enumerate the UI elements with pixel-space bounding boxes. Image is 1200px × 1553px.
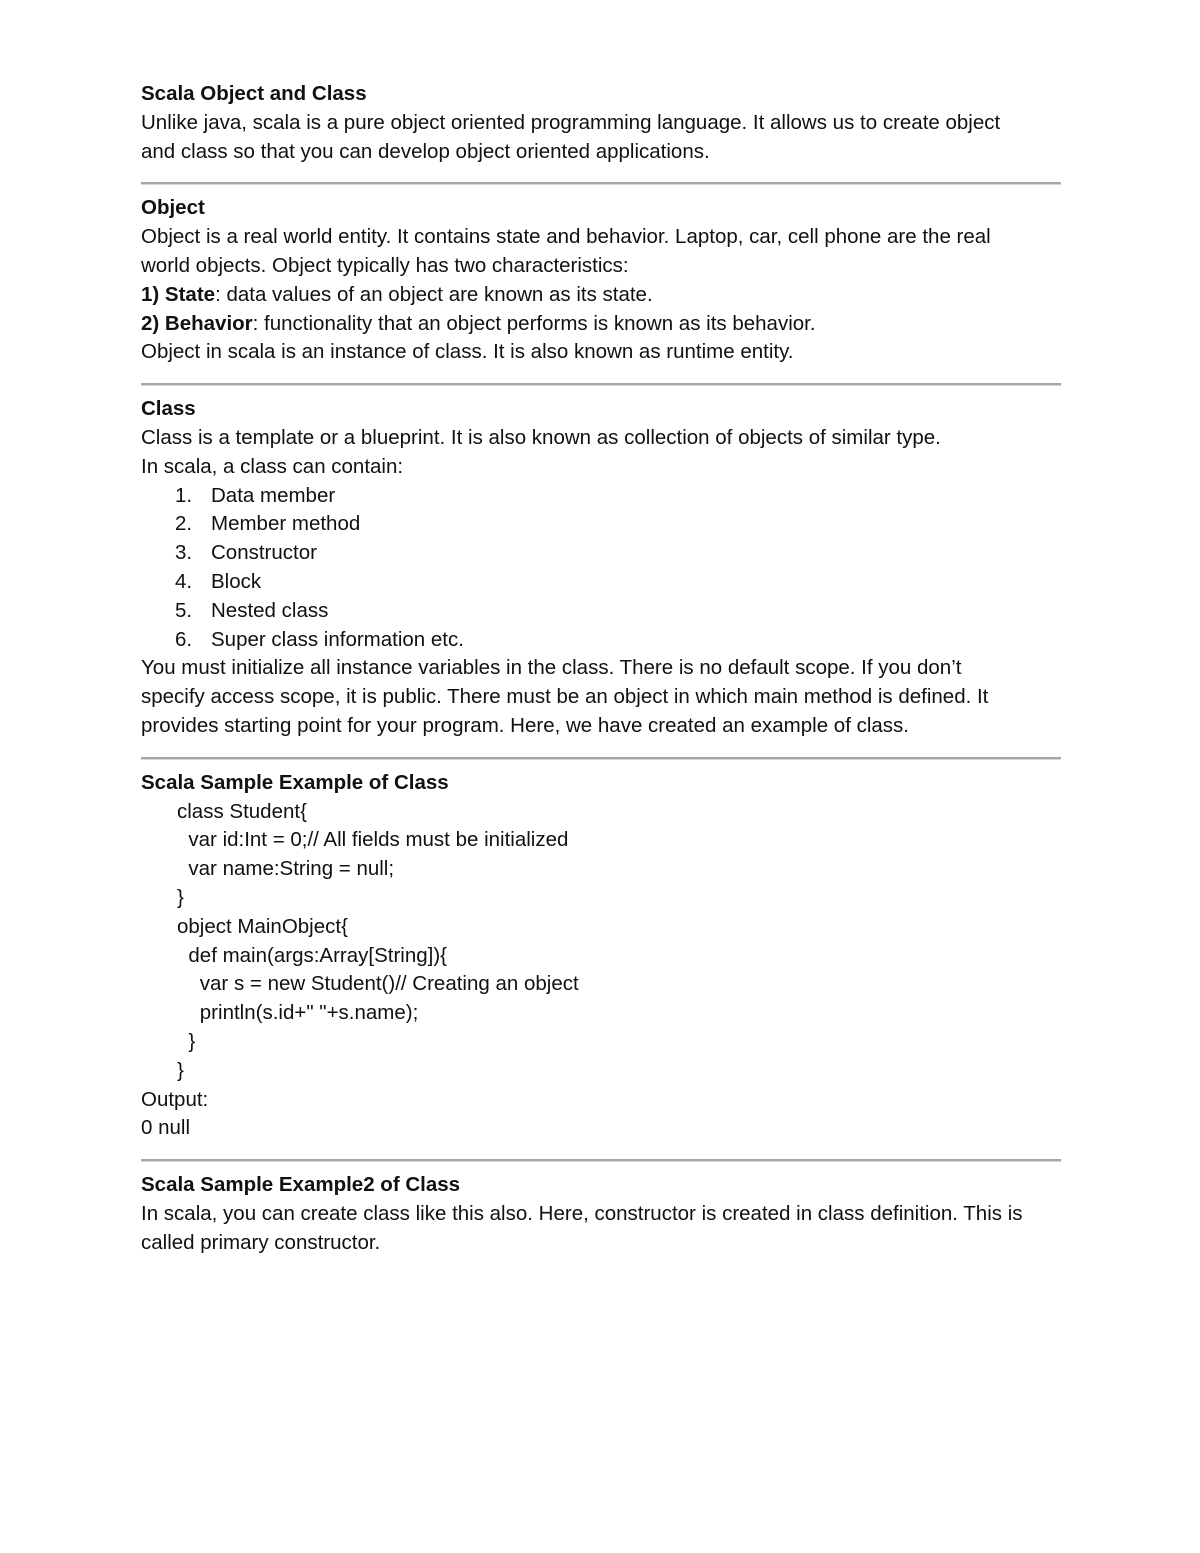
state-label: 1) State (141, 282, 216, 306)
section-divider (141, 757, 1061, 760)
list-item (141, 510, 1061, 539)
code-line (177, 1028, 1061, 1057)
list-text: Data member (211, 483, 336, 507)
code-text: var s = new Student() (177, 972, 396, 996)
code-block (141, 798, 1061, 1086)
list-item (141, 597, 1061, 626)
intro-line-2: and class so that you can develop object oriented applications. (141, 139, 710, 163)
code-line (177, 855, 1061, 884)
behavior-label: 2) Behavior (141, 311, 253, 335)
code-line (177, 798, 1061, 827)
list-number: 2. (175, 512, 193, 536)
code-line (177, 999, 1061, 1028)
class-after-line-1: You must initialize all instance variables in the class. There is no default scope. If you don’t (141, 656, 962, 680)
section-title-class: Class (141, 397, 196, 421)
code-line (177, 942, 1061, 971)
list-text: Super class information etc. (211, 627, 464, 651)
code-text: def main(args:Array[String]){ (177, 943, 448, 967)
code-text: } (177, 1058, 184, 1082)
code-text: } (177, 885, 184, 909)
section-title-example1: Scala Sample Example of Class (141, 770, 449, 794)
list-number: 3. (175, 541, 193, 565)
code-comment: // Creating an object (395, 972, 579, 996)
code-text: var id:Int = 0; (177, 828, 308, 852)
list-item (141, 539, 1061, 568)
behavior-text: : functionality that an object performs is known as its behavior. (252, 311, 816, 335)
code-line (177, 1057, 1061, 1086)
list-text: Constructor (211, 541, 317, 565)
document-page (141, 80, 1061, 1257)
list-text: Nested class (211, 598, 329, 622)
code-text: object MainObject{ (177, 914, 348, 938)
section-title-intro: Scala Object and Class (141, 82, 367, 105)
code-line (177, 826, 1061, 855)
code-text: } (177, 1029, 196, 1053)
class-line-2: In scala, a class can contain: (141, 454, 404, 478)
list-text: Member method (211, 512, 361, 536)
list-number: 4. (175, 569, 193, 593)
list-item (141, 568, 1061, 597)
object-behavior-line (141, 310, 1061, 339)
object-line-2: world objects. Object typically has two characteristics: (141, 253, 629, 277)
object-closing-line: Object in scala is an instance of class. It is also known as runtime entity. (141, 340, 794, 364)
list-number: 5. (175, 598, 193, 622)
state-text: : data values of an object are known as its state. (215, 282, 653, 306)
list-number: 1. (175, 483, 193, 507)
code-text: println(s.id+" "+s.name); (177, 1001, 419, 1025)
code-line (177, 884, 1061, 913)
section-title-object: Object (141, 196, 205, 220)
list-text: Block (211, 569, 262, 593)
class-contents-list (141, 482, 1061, 655)
object-state-line (141, 281, 1061, 310)
code-line (177, 913, 1061, 942)
code-line (177, 970, 1061, 999)
output-value: 0 null (141, 1116, 191, 1140)
section-divider (141, 182, 1061, 185)
class-after-line-3: provides starting point for your program. Here, we have created an example of class. (141, 713, 909, 737)
example2-line-2: called primary constructor. (141, 1230, 381, 1254)
class-after-line-2: specify access scope, it is public. There must be an object in which main method is defined. It (141, 685, 989, 709)
code-text: var name:String = null; (177, 857, 395, 881)
code-comment: // All fields must be initialized (307, 828, 569, 852)
list-item (141, 482, 1061, 511)
section-divider (141, 383, 1061, 386)
code-text: class Student{ (177, 799, 307, 823)
intro-line-1: Unlike java, scala is a pure object oriented programming language. It allows us to create object (141, 110, 1001, 134)
section-title-example2: Scala Sample Example2 of Class (141, 1173, 461, 1197)
example2-line-1: In scala, you can create class like this also. Here, constructor is created in class definition. This is (141, 1201, 1023, 1225)
list-number: 6. (175, 627, 193, 651)
list-item (141, 626, 1061, 655)
output-label: Output: (141, 1087, 209, 1111)
object-line-1: Object is a real world entity. It contains state and behavior. Laptop, car, cell phone are the real (141, 225, 991, 249)
section-divider (141, 1159, 1061, 1162)
class-line-1: Class is a template or a blueprint. It is also known as collection of objects of similar type. (141, 425, 941, 449)
